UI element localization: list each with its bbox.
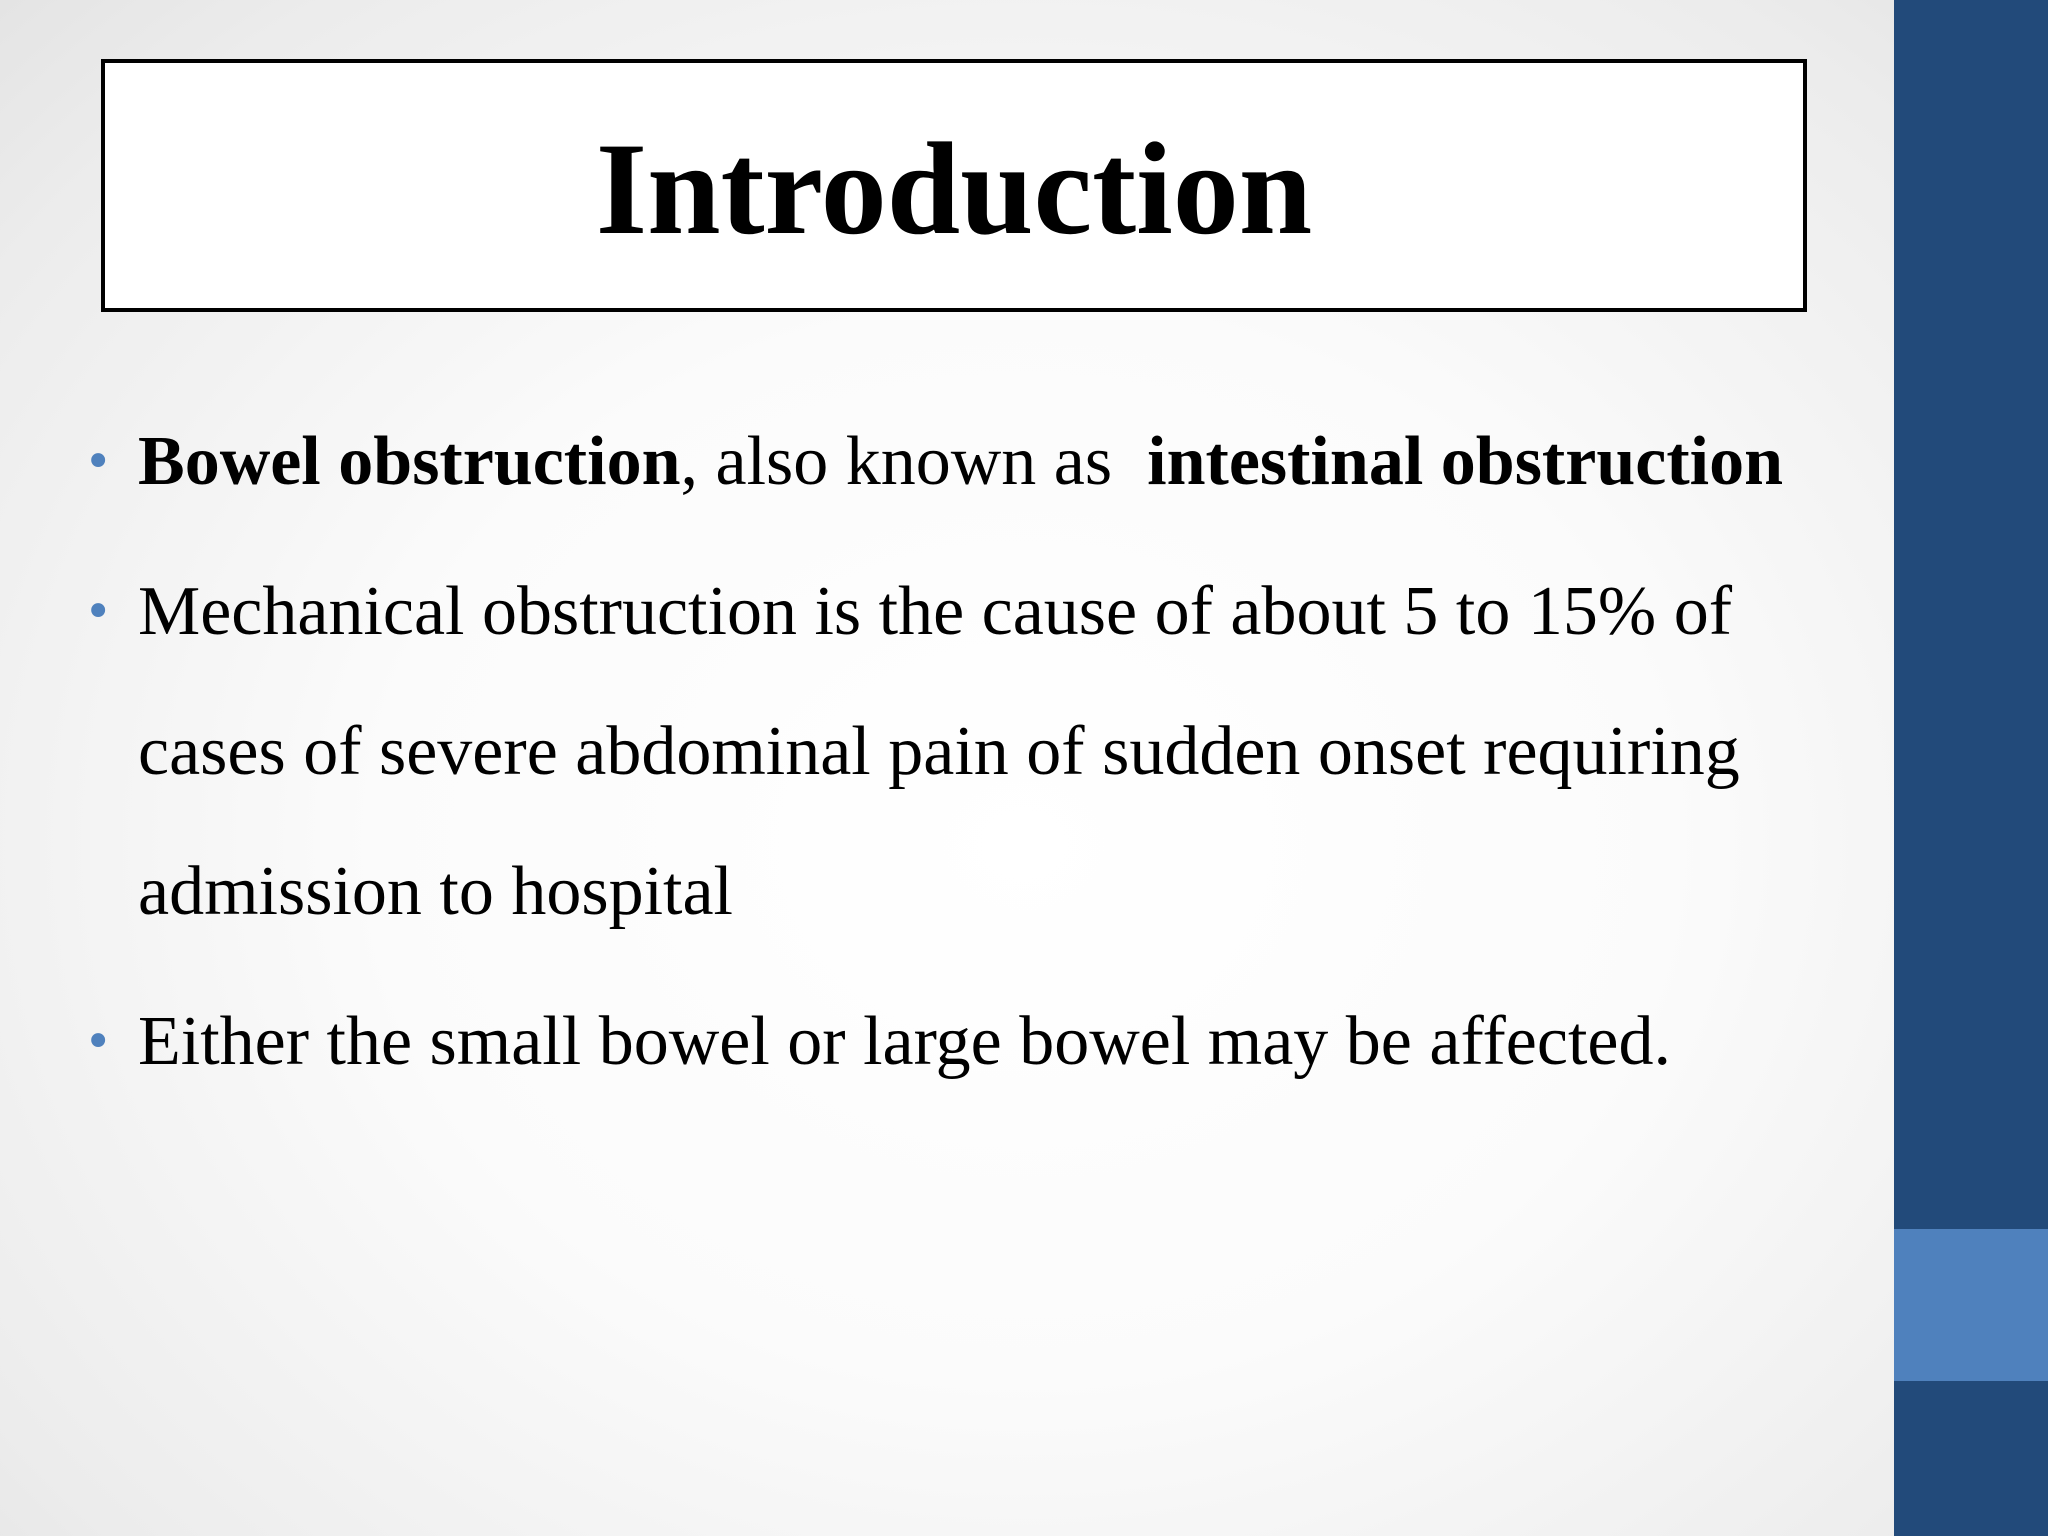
bullet-item-3 <box>84 972 1884 1112</box>
bullet-2-text: Mechanical obstruction is the cause of about 5 to 15% of cases of severe abdominal pain of sudden onset requiring admission to hospital <box>138 573 1740 930</box>
bullet-3-text: Either the small bowel or large bowel may be affected. <box>138 1003 1671 1080</box>
term-intestinal-obstruction: intestinal obstruction <box>1147 423 1784 500</box>
bullet-item-1 <box>84 392 1884 532</box>
bullet-item-2 <box>84 542 1884 962</box>
slide-title: Introduction <box>595 114 1313 262</box>
bullet-icon: • <box>84 584 113 640</box>
term-bowel-obstruction: Bowel obstruction <box>138 423 681 500</box>
bullet-list <box>84 392 1884 1122</box>
bullet-icon: • <box>84 434 113 490</box>
side-accent-block <box>1894 1229 2048 1381</box>
title-box <box>101 59 1807 312</box>
bullet-1-text: , also known as <box>680 423 1130 500</box>
bullet-icon: • <box>84 1014 113 1070</box>
